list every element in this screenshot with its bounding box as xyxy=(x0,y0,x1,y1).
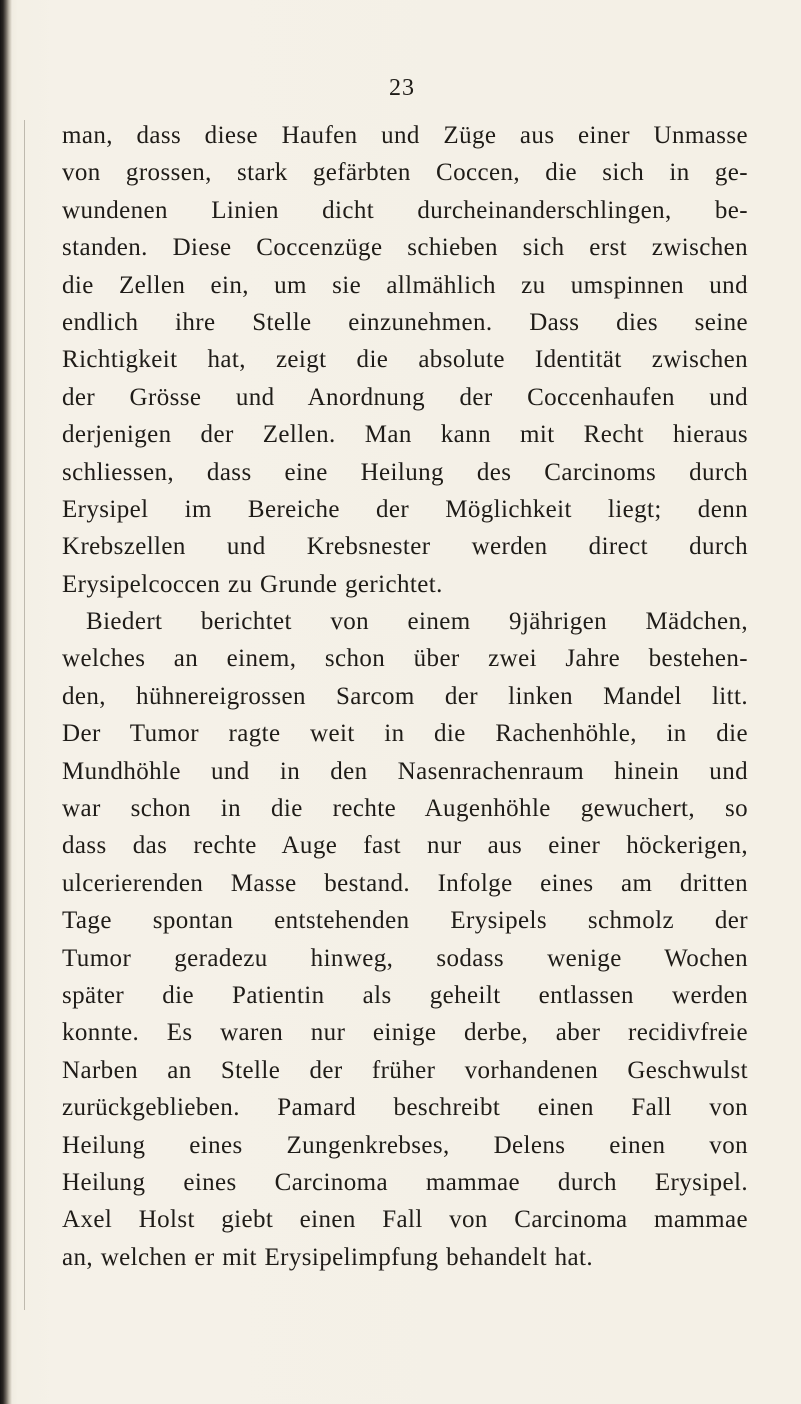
text-line: Narben an Stelle der früher vorhandenen Geschwulst xyxy=(62,1056,748,1084)
text-line: ulcerierenden Masse bestand. Infolge eines am dritten xyxy=(62,869,748,897)
text-line: Heilung eines Zungenkrebses, Delens einen von xyxy=(62,1131,748,1159)
text-line: man, dass diese Haufen und Züge aus einer Unmasse xyxy=(62,122,748,149)
text-line: Mundhöhle und in den Nasenrachenraum hinein und xyxy=(62,757,748,785)
text-line: Tumor geradezu hinweg, sodass wenige Wochen xyxy=(62,944,748,972)
text-line: den, hühnereigrossen Sarcom der linken Mandel litt. xyxy=(62,682,748,710)
text-line: derjenigen der Zellen. Man kann mit Recht hieraus xyxy=(62,421,748,449)
text-line: endlich ihre Stelle einzunehmen. Dass dies seine xyxy=(62,308,748,336)
text-line: Tage spontan entstehenden Erysipels schmolz der xyxy=(62,907,748,935)
page-number: 23 xyxy=(389,75,415,101)
text-line: wundenen Linien dicht durcheinanderschlingen, be- xyxy=(62,196,748,224)
text-line: schliessen, dass eine Heilung des Carcinoms durch xyxy=(62,458,748,486)
text-line: Erysipel im Bereiche der Möglichkeit liegt; denn xyxy=(62,495,748,523)
text-line: Krebszellen und Krebsnester werden direct durch xyxy=(62,533,748,561)
text-line: welches an einem, schon über zwei Jahre bestehen- xyxy=(62,645,748,673)
text-line: konnte. Es waren nur einige derbe, aber recidivfreie xyxy=(62,1019,748,1047)
page-gutter-shadow xyxy=(24,120,25,1310)
text-line: war schon in die rechte Augenhöhle gewuchert, so xyxy=(62,795,748,823)
text-line: dass das rechte Auge fast nur aus einer höckerigen, xyxy=(62,832,748,860)
paragraph-last-line: an, welchen er mit Erysipelimpfung behandelt hat. xyxy=(62,1243,593,1271)
body-text xyxy=(62,117,748,1276)
text-line: standen. Diese Coccenzüge schieben sich erst zwischen xyxy=(62,234,748,262)
text-line: Der Tumor ragte weit in die Rachenhöhle, in die xyxy=(62,720,748,748)
text-line: Richtigkeit hat, zeigt die absolute Identität zwischen xyxy=(62,346,748,374)
book-binding-edge xyxy=(0,0,12,1404)
text-line: die Zellen ein, um sie allmählich zu umspinnen und xyxy=(62,271,748,299)
text-line: von grossen, stark gefärbten Coccen, die sich in ge- xyxy=(62,159,748,187)
text-line: der Grösse und Anordnung der Coccenhaufen und xyxy=(62,383,748,411)
text-line: Axel Holst giebt einen Fall von Carcinoma mammae xyxy=(62,1206,748,1234)
paragraph-first-line: Biedert berichtet von einem 9jährigen Mädchen, xyxy=(86,608,748,636)
paragraph-last-line: Erysipelcoccen zu Grunde gerichtet. xyxy=(62,570,443,598)
text-line: Heilung eines Carcinoma mammae durch Erysipel. xyxy=(62,1168,748,1196)
text-line: zurückgeblieben. Pamard beschreibt einen Fall von xyxy=(62,1094,748,1122)
text-line: später die Patientin als geheilt entlassen werden xyxy=(62,981,748,1009)
